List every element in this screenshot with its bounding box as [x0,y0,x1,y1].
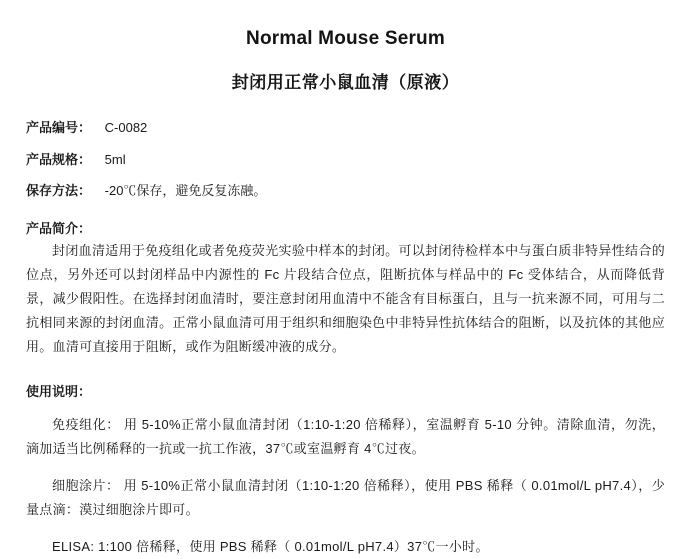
product-code-value: C-0082 [104,120,148,135]
storage-method-row [26,182,665,200]
product-spec-row [26,151,665,169]
intro-paragraph: 封闭血清适用于免疫组化或者免疫荧光实验中样本的封闭。可以封闭待检样本中与蛋白质非特异性结合的位点，另外还可以封闭样品中内源性的 Fc 片段结合位点，阻断抗体与样品中的 Fc 受体结合，从而降低背景，减少假阳性。在选择封闭血清时，要注意封闭用血清中不能含有目标蛋白，且与一抗来源不同，可用与二抗相同来源的封闭血清。正常小鼠血清可用于组织和细胞染色中非特异性抗体结合的阻断，以及抗体的其他应用。血清可直接用于阻断，或作为阻断缓冲液的成分。 [26,242,665,354]
usage-item-elisa: ELISA: 1:100 倍稀释，使用 PBS 稀释（ 0.01mol/L pH7.4）37℃一小时。 [52,539,489,555]
usage-item-cell-smear: 细胞涂片： 用 5-10%正常小鼠血清封闭（1:10-1:20 倍稀释），使用 PBS 稀释（ 0.01mol/L pH7.4），少量点滴：漠过细胞涂片即可。 [26,477,665,518]
page-title-english: Normal Mouse Serum [246,28,445,49]
product-spec-label: 产品规格： [26,151,92,167]
product-spec-value: 5ml [104,151,126,167]
product-code-label: 产品编号： [26,120,92,135]
page-title-chinese: 封闭用正常小鼠血清（原液） [231,73,460,92]
product-code-row [26,119,665,137]
storage-method-label: 保存方法： [26,183,92,199]
product-info-block [26,119,665,200]
intro-heading: 产品简介： [26,220,92,236]
storage-method-value: -20℃保存，避免反复冻融。 [104,183,267,199]
usage-heading: 使用说明： [26,383,92,399]
usage-item-immunohistochemistry: 免疫组化： 用 5-10%正常小鼠血清封闭（1:10-1:20 倍稀释），室温孵育 5-10 分钟。清除血清，勿洗，滴加适当比例稀释的一抗或一抗工作液，37℃或室温孵育 4℃过夜。 [26,416,665,456]
